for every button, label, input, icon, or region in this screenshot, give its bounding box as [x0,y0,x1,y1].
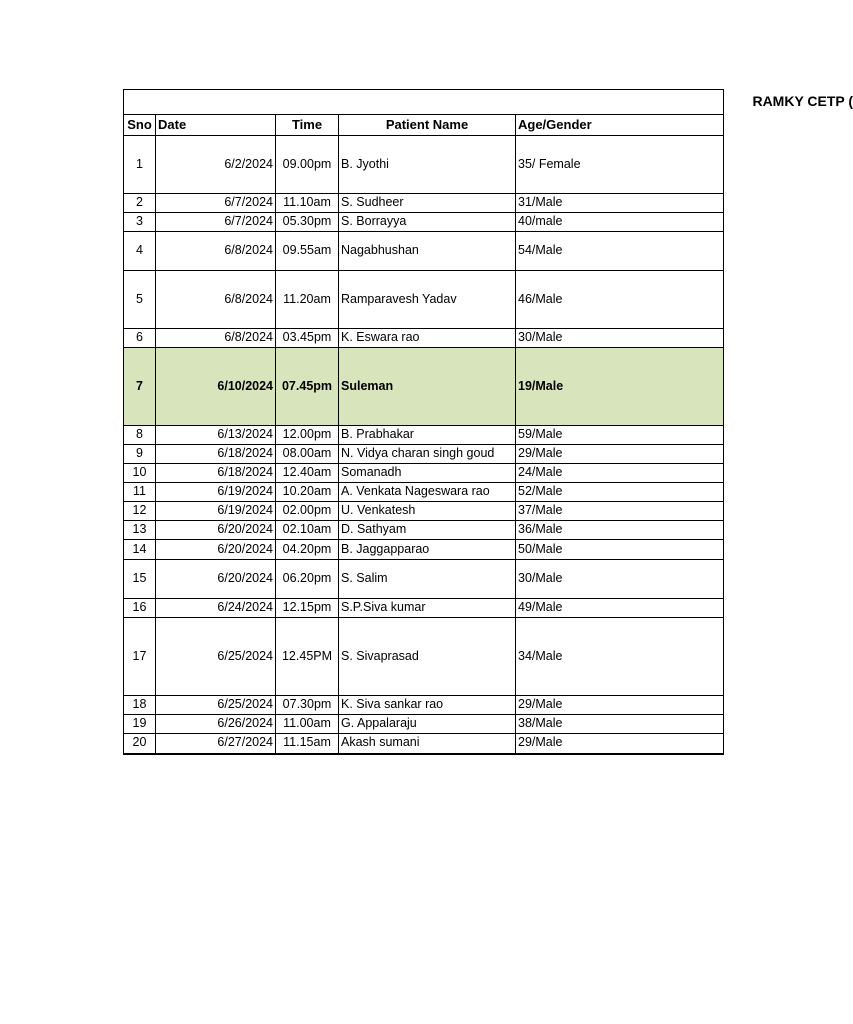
cell-patient-name: K. Siva sankar rao [339,696,516,715]
table-row [124,445,724,464]
cell-patient-name: Ramparavesh Yadav [339,271,516,329]
cell-age-gender: 37/Male [516,502,724,521]
cell-sno: 17 [124,618,156,696]
cell-date: 6/19/2024 [156,502,276,521]
cell-sno: 15 [124,560,156,599]
cell-sno: 20 [124,734,156,754]
table-row [124,696,724,715]
cell-age-gender: 35/ Female [516,136,724,194]
cell-date: 6/13/2024 [156,426,276,445]
table-row [124,540,724,560]
cell-patient-name: B. Jyothi [339,136,516,194]
cell-patient-name: A. Venkata Nageswara rao [339,483,516,502]
cell-sno: 12 [124,502,156,521]
column-header-sno: Sno [124,115,156,136]
cell-age-gender: 38/Male [516,715,724,734]
cell-age-gender: 30/Male [516,560,724,599]
cell-age-gender: 30/Male [516,329,724,348]
cell-patient-name: B. Jaggapparao [339,540,516,560]
table-row [124,464,724,483]
cell-time: 12.15pm [276,599,339,618]
cell-age-gender: 54/Male [516,232,724,271]
cell-date: 6/25/2024 [156,696,276,715]
cell-patient-name: G. Appalaraju [339,715,516,734]
title-row [124,90,724,115]
spreadsheet-page [123,89,853,763]
cell-age-gender: 29/Male [516,696,724,715]
cell-time: 12.40am [276,464,339,483]
cell-sno: 3 [124,213,156,232]
table-row [124,426,724,445]
cell-date: 6/20/2024 [156,521,276,540]
cell-time: 02.10am [276,521,339,540]
table-row [124,136,724,194]
cell-sno: 8 [124,426,156,445]
cell-time: 04.20pm [276,540,339,560]
cell-sno: 6 [124,329,156,348]
cell-age-gender: 59/Male [516,426,724,445]
cell-patient-name: Suleman [339,348,516,426]
table-row [124,213,724,232]
cell-date: 6/7/2024 [156,194,276,213]
table-row [124,618,724,696]
sheet-title: RAMKY CETP ( [752,93,853,110]
cell-time: 11.00am [276,715,339,734]
table-row [124,271,724,329]
cell-date: 6/18/2024 [156,445,276,464]
cell-sno: 1 [124,136,156,194]
cell-time: 06.20pm [276,560,339,599]
cell-sno: 19 [124,715,156,734]
cell-patient-name: Akash sumani [339,734,516,754]
table-row [124,521,724,540]
cell-sno: 10 [124,464,156,483]
cell-age-gender: 19/Male [516,348,724,426]
cell-age-gender: 52/Male [516,483,724,502]
table-row [124,348,724,426]
cell-date: 6/8/2024 [156,329,276,348]
column-header-time: Time [276,115,339,136]
cell-date: 6/20/2024 [156,540,276,560]
column-header-age-gender: Age/Gender [516,115,724,136]
cell-sno: 7 [124,348,156,426]
cell-time: 12.00pm [276,426,339,445]
cell-patient-name: Nagabhushan [339,232,516,271]
cell-time: 11.20am [276,271,339,329]
cell-time: 11.15am [276,734,339,754]
cell-patient-name: Somanadh [339,464,516,483]
column-header-patient-name: Patient Name [339,115,516,136]
cell-age-gender: 40/male [516,213,724,232]
header-row [124,115,724,136]
cell-time: 03.45pm [276,329,339,348]
cell-patient-name: S. Borrayya [339,213,516,232]
cell-sno: 13 [124,521,156,540]
cell-date: 6/25/2024 [156,618,276,696]
cell-time: 11.10am [276,194,339,213]
cell-sno: 9 [124,445,156,464]
cell-time: 10.20am [276,483,339,502]
cell-age-gender: 46/Male [516,271,724,329]
cell-date: 6/20/2024 [156,560,276,599]
cell-time: 08.00am [276,445,339,464]
cell-sno: 5 [124,271,156,329]
cell-date: 6/8/2024 [156,232,276,271]
cell-age-gender: 50/Male [516,540,724,560]
cell-age-gender: 24/Male [516,464,724,483]
cell-patient-name: S. Sivaprasad [339,618,516,696]
table-row [124,232,724,271]
cell-patient-name: K. Eswara rao [339,329,516,348]
cell-date: 6/10/2024 [156,348,276,426]
cell-date: 6/26/2024 [156,715,276,734]
table-row [124,194,724,213]
cell-patient-name: N. Vidya charan singh goud [339,445,516,464]
column-header-date: Date [156,115,276,136]
cell-age-gender: 29/Male [516,734,724,754]
cell-patient-name: D. Sathyam [339,521,516,540]
table-row [124,560,724,599]
cell-age-gender: 29/Male [516,445,724,464]
cell-time: 09.00pm [276,136,339,194]
cell-patient-name: S.P.Siva kumar [339,599,516,618]
cell-age-gender: 49/Male [516,599,724,618]
cell-date: 6/19/2024 [156,483,276,502]
table-row [124,483,724,502]
cell-date: 6/8/2024 [156,271,276,329]
cell-sno: 4 [124,232,156,271]
cell-time: 07.30pm [276,696,339,715]
table-row [124,502,724,521]
cell-time: 09.55am [276,232,339,271]
cell-sno: 18 [124,696,156,715]
cell-patient-name: S. Sudheer [339,194,516,213]
cell-date: 6/7/2024 [156,213,276,232]
cell-patient-name: B. Prabhakar [339,426,516,445]
title-cell [124,90,853,115]
cell-time: 05.30pm [276,213,339,232]
table-row [124,329,724,348]
table-row [124,715,724,734]
table-row [124,599,724,618]
cell-date: 6/27/2024 [156,734,276,754]
cell-time: 07.45pm [276,348,339,426]
cell-patient-name: S. Salim [339,560,516,599]
cell-sno: 2 [124,194,156,213]
cell-date: 6/24/2024 [156,599,276,618]
cell-age-gender: 34/Male [516,618,724,696]
cell-sno: 11 [124,483,156,502]
patient-register-table [123,89,853,755]
cell-time: 02.00pm [276,502,339,521]
cell-patient-name: U. Venkatesh [339,502,516,521]
cell-age-gender: 36/Male [516,521,724,540]
cell-date: 6/18/2024 [156,464,276,483]
cell-sno: 16 [124,599,156,618]
table-row [124,734,724,754]
cell-time: 12.45PM [276,618,339,696]
cell-age-gender: 31/Male [516,194,724,213]
cell-sno: 14 [124,540,156,560]
cell-date: 6/2/2024 [156,136,276,194]
